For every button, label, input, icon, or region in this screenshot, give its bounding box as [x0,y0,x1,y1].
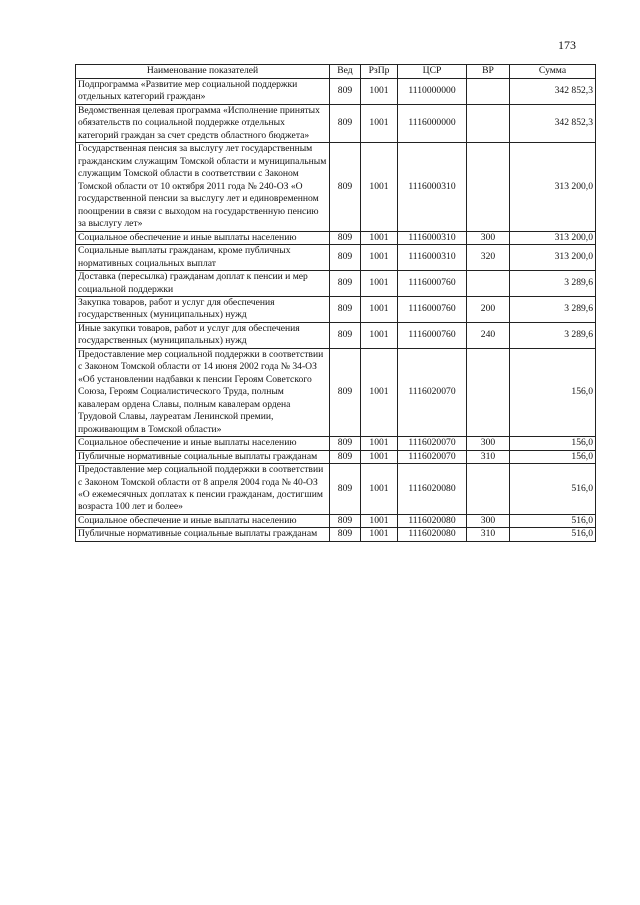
cell-rzpr: 1001 [361,231,398,244]
cell-sum: 3 289,6 [510,296,596,322]
cell-sum: 313 200,0 [510,245,596,271]
cell-name: Иные закупки товаров, работ и услуг для обеспечения государственных (муниципальных) нужд [76,322,330,348]
cell-rzpr: 1001 [361,437,398,450]
cell-ved: 809 [330,143,361,231]
cell-csr: 1116020080 [398,528,467,541]
table-row [76,514,596,527]
table-row [76,79,596,105]
cell-sum: 516,0 [510,514,596,527]
cell-ved: 809 [330,79,361,105]
cell-rzpr: 1001 [361,528,398,541]
header-vr: ВР [467,65,510,79]
header-sum: Сумма [510,65,596,79]
cell-ved: 809 [330,104,361,142]
cell-csr: 1116020080 [398,464,467,515]
table-row [76,348,596,436]
cell-vr: 240 [467,322,510,348]
cell-vr [467,143,510,231]
cell-ved: 809 [330,348,361,436]
cell-csr: 1116000310 [398,245,467,271]
cell-ved: 809 [330,231,361,244]
header-csr: ЦСР [398,65,467,79]
cell-sum: 516,0 [510,528,596,541]
header-ved: Вед [330,65,361,79]
cell-ved: 809 [330,245,361,271]
cell-rzpr: 1001 [361,104,398,142]
cell-sum: 342 852,3 [510,79,596,105]
table-row [76,231,596,244]
cell-rzpr: 1001 [361,79,398,105]
cell-name: Публичные нормативные социальные выплаты гражданам [76,450,330,463]
table-header-row [76,65,596,79]
cell-csr: 1116020070 [398,437,467,450]
cell-sum: 313 200,0 [510,231,596,244]
cell-vr: 320 [467,245,510,271]
cell-vr: 310 [467,450,510,463]
budget-table [75,64,596,542]
cell-name: Подпрограмма «Развитие мер социальной поддержки отдельных категорий граждан» [76,79,330,105]
cell-rzpr: 1001 [361,296,398,322]
cell-rzpr: 1001 [361,143,398,231]
cell-vr: 300 [467,514,510,527]
cell-name: Предоставление мер социальной поддержки в соответствии с Законом Томской области от 8 апреля 2004 года № 40-ОЗ «О ежемесячных доплатах к пенсии гражданам, достигшим возраста 100 лет и более» [76,464,330,515]
cell-name: Доставка (пересылка) гражданам доплат к пенсии и мер социальной поддержки [76,271,330,297]
cell-csr: 1116000310 [398,231,467,244]
cell-csr: 1116000310 [398,143,467,231]
cell-rzpr: 1001 [361,245,398,271]
cell-csr: 1116000760 [398,271,467,297]
cell-vr: 310 [467,528,510,541]
cell-rzpr: 1001 [361,464,398,515]
cell-ved: 809 [330,271,361,297]
cell-sum: 313 200,0 [510,143,596,231]
table-row [76,528,596,541]
cell-sum: 3 289,6 [510,271,596,297]
header-rzpr: РзПр [361,65,398,79]
cell-vr [467,464,510,515]
table-row [76,464,596,515]
cell-name: Предоставление мер социальной поддержки в соответствии с Законом Томской области от 14 июня 2002 года № 34-ОЗ «Об установлении надбавки к пенсии Героям Советского Союза, Героям Социалистического Труда, полным кавалерам ордена Славы, полным кавалерам ордена Трудовой Славы, лауреатам Ленинской премии, проживающим в Томской области» [76,348,330,436]
cell-csr: 1116000760 [398,322,467,348]
cell-sum: 156,0 [510,437,596,450]
cell-name: Ведомственная целевая программа «Исполнение принятых обязательств по социальной поддержке отдельных категорий граждан за счет средств областного бюджета» [76,104,330,142]
cell-name: Социальное обеспечение и иные выплаты населению [76,514,330,527]
cell-rzpr: 1001 [361,450,398,463]
cell-vr [467,348,510,436]
cell-vr: 200 [467,296,510,322]
table-row [76,104,596,142]
cell-csr: 1116000760 [398,296,467,322]
cell-csr: 1116000000 [398,104,467,142]
cell-name: Социальное обеспечение и иные выплаты населению [76,231,330,244]
table-row [76,437,596,450]
cell-name: Социальное обеспечение и иные выплаты населению [76,437,330,450]
header-name: Наименование показателей [76,65,330,79]
page-number: 173 [558,38,576,52]
cell-sum: 3 289,6 [510,322,596,348]
cell-csr: 1116020070 [398,348,467,436]
cell-rzpr: 1001 [361,271,398,297]
table-row [76,143,596,231]
cell-csr: 1116020080 [398,514,467,527]
cell-rzpr: 1001 [361,348,398,436]
table-row [76,271,596,297]
table-row [76,296,596,322]
cell-ved: 809 [330,296,361,322]
cell-name: Государственная пенсия за выслугу лет государственным гражданским служащим Томской области и муниципальным служащим Томской области в соответствии с Законом Томской области от 10 октября 2011 года № 240-ОЗ «О государственной пенсии за выслугу лет и единовременном поощрении в связи с выходом на государственную пенсию за выслугу лет» [76,143,330,231]
cell-vr [467,271,510,297]
cell-ved: 809 [330,464,361,515]
cell-ved: 809 [330,450,361,463]
cell-ved: 809 [330,528,361,541]
cell-name: Закупка товаров, работ и услуг для обеспечения государственных (муниципальных) нужд [76,296,330,322]
cell-csr: 1110000000 [398,79,467,105]
cell-sum: 156,0 [510,348,596,436]
cell-name: Публичные нормативные социальные выплаты гражданам [76,528,330,541]
cell-ved: 809 [330,514,361,527]
cell-vr: 300 [467,231,510,244]
table-row [76,322,596,348]
table-row [76,245,596,271]
cell-ved: 809 [330,437,361,450]
cell-sum: 516,0 [510,464,596,515]
cell-rzpr: 1001 [361,322,398,348]
cell-name: Социальные выплаты гражданам, кроме публичных нормативных социальных выплат [76,245,330,271]
cell-sum: 156,0 [510,450,596,463]
cell-ved: 809 [330,322,361,348]
cell-rzpr: 1001 [361,514,398,527]
cell-sum: 342 852,3 [510,104,596,142]
cell-vr [467,104,510,142]
cell-csr: 1116020070 [398,450,467,463]
cell-vr [467,79,510,105]
cell-vr: 300 [467,437,510,450]
table-row [76,450,596,463]
